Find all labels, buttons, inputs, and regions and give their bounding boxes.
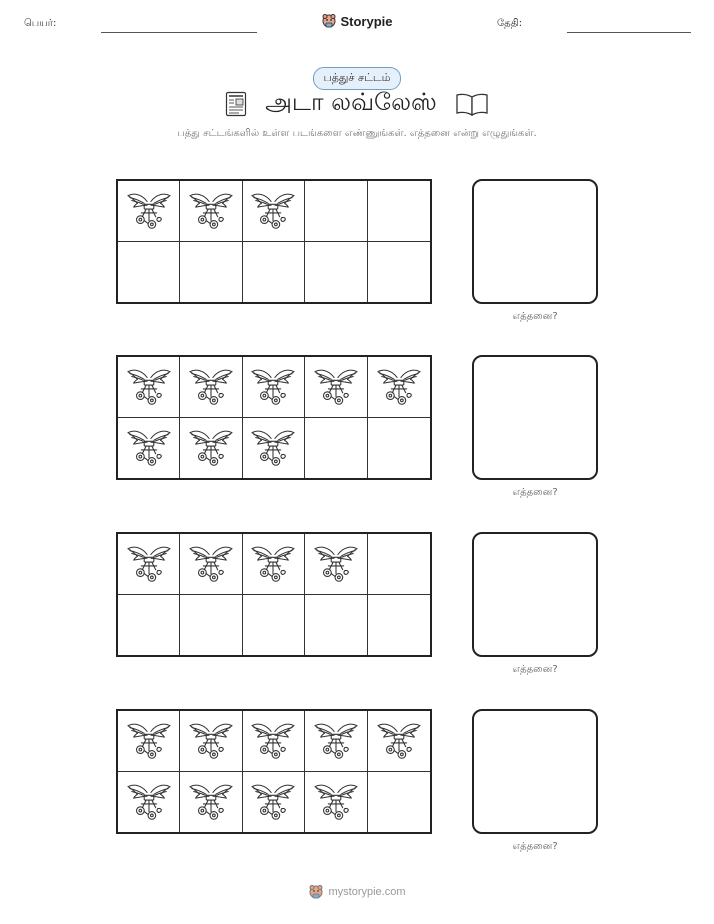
frame-cell xyxy=(118,711,180,772)
winged-flying-machine-icon xyxy=(376,718,422,764)
frame-cell xyxy=(368,242,430,303)
winged-flying-machine-icon xyxy=(188,364,234,410)
instructions: பத்து சட்டங்களில் உள்ள படங்களை எண்ணுங்கள். எத்தனை என்று எழுதுங்கள். xyxy=(177,128,537,139)
brand xyxy=(0,13,714,33)
frame-cell xyxy=(243,418,305,479)
ten-frame xyxy=(116,179,432,304)
frame-cell xyxy=(305,534,367,595)
frame-cell xyxy=(180,418,242,479)
frame-cell xyxy=(368,711,430,772)
storypie-mascot-icon xyxy=(308,884,324,900)
frame-cell xyxy=(180,357,242,418)
frame-cell xyxy=(305,418,367,479)
page-title: அடா லவ்லேஸ் xyxy=(265,88,437,116)
answer-question: எத்தனை? xyxy=(512,311,558,322)
answer-question: எத்தனை? xyxy=(512,664,558,675)
frame-cell xyxy=(118,534,180,595)
title-row xyxy=(0,88,714,119)
winged-flying-machine-icon xyxy=(313,364,359,410)
frame-cell xyxy=(180,595,242,656)
frame-cell xyxy=(118,595,180,656)
frame-cell xyxy=(118,418,180,479)
newspaper-icon xyxy=(225,91,247,117)
date-line[interactable] xyxy=(567,32,691,33)
winged-flying-machine-icon xyxy=(126,541,172,587)
winged-flying-machine-icon xyxy=(126,188,172,234)
frame-cell xyxy=(368,181,430,242)
date-label: தேதி: xyxy=(497,18,523,29)
frame-cell xyxy=(305,772,367,833)
answer-box[interactable] xyxy=(472,709,598,834)
frame-cell xyxy=(180,534,242,595)
brand-name: Storypie xyxy=(340,13,393,29)
footer-url[interactable]: mystorypie.com xyxy=(328,886,406,898)
winged-flying-machine-icon xyxy=(188,779,234,825)
frame-cell xyxy=(243,242,305,303)
winged-flying-machine-icon xyxy=(313,541,359,587)
winged-flying-machine-icon xyxy=(250,541,296,587)
tag-wrap xyxy=(0,66,714,90)
frame-cell xyxy=(118,357,180,418)
frame-cell xyxy=(368,534,430,595)
storypie-mascot-icon xyxy=(321,13,337,29)
frame-cell xyxy=(243,711,305,772)
winged-flying-machine-icon xyxy=(188,188,234,234)
frame-cell xyxy=(305,242,367,303)
ten-frame xyxy=(116,532,432,657)
frame-cell xyxy=(180,772,242,833)
frame-cell xyxy=(368,357,430,418)
frame-cell xyxy=(243,772,305,833)
winged-flying-machine-icon xyxy=(250,779,296,825)
winged-flying-machine-icon xyxy=(188,718,234,764)
frame-cell xyxy=(180,181,242,242)
frame-cell xyxy=(243,181,305,242)
winged-flying-machine-icon xyxy=(250,718,296,764)
frame-cell xyxy=(368,595,430,656)
frame-cell xyxy=(305,357,367,418)
frame-cell xyxy=(368,772,430,833)
answer-box[interactable] xyxy=(472,179,598,304)
winged-flying-machine-icon xyxy=(376,364,422,410)
winged-flying-machine-icon xyxy=(126,779,172,825)
answer-box[interactable] xyxy=(472,532,598,657)
ten-frame xyxy=(116,709,432,834)
answer-question: எத்தனை? xyxy=(512,841,558,852)
frame-cell xyxy=(243,595,305,656)
frame-cell xyxy=(305,711,367,772)
winged-flying-machine-icon xyxy=(250,188,296,234)
footer xyxy=(0,884,714,900)
frame-cell xyxy=(243,357,305,418)
frame-cell xyxy=(118,181,180,242)
winged-flying-machine-icon xyxy=(126,425,172,471)
ten-frame xyxy=(116,355,432,480)
frame-cell xyxy=(305,181,367,242)
winged-flying-machine-icon xyxy=(126,364,172,410)
name-label: பெயர்: xyxy=(24,18,57,29)
open-book-icon xyxy=(455,92,489,116)
answer-box[interactable] xyxy=(472,355,598,480)
frame-cell xyxy=(305,595,367,656)
frame-cell xyxy=(368,418,430,479)
winged-flying-machine-icon xyxy=(250,364,296,410)
frame-cell xyxy=(118,772,180,833)
frame-cell xyxy=(243,534,305,595)
tag-pill: பத்துச் சட்டம் xyxy=(313,67,402,90)
winged-flying-machine-icon xyxy=(126,718,172,764)
answer-question: எத்தனை? xyxy=(512,487,558,498)
frame-cell xyxy=(180,242,242,303)
winged-flying-machine-icon xyxy=(188,425,234,471)
winged-flying-machine-icon xyxy=(313,779,359,825)
frame-cell xyxy=(180,711,242,772)
winged-flying-machine-icon xyxy=(188,541,234,587)
winged-flying-machine-icon xyxy=(250,425,296,471)
winged-flying-machine-icon xyxy=(313,718,359,764)
frame-cell xyxy=(118,242,180,303)
